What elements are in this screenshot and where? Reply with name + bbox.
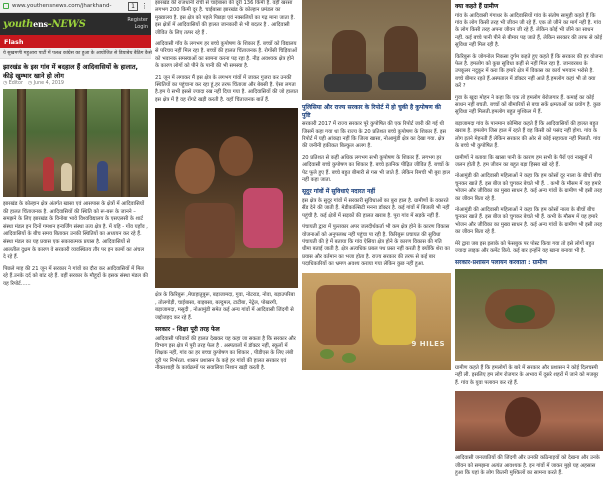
person-figure [97,161,108,191]
leaf-pile [320,349,334,359]
article-paragraph: झारखंड के कोल्हान क्षेत्र अंतर्गत खासा एवं आसपास के क्षेत्रों में आदिवासियों की हालत चिंताजनक है. आदिवासियों की स्थिति को रू-बरू के जानने – समझने के लिए झारखंड के विनोबा भावे विश्वविद्यालय के एसएलसी के शार्ट संस्था मंडल इन दिनों गमशन इन्वर्जिंग संस्था तत्य क्षेत्र है. में यहि - गोंव यहाँव , आदिवासियों के बीच समय बिताकर उनकी स्थितियों का अध्ययन कर रहे हैं. संस्था मंडल का यह प्रयास एक सकारात्मक प्रयास है. आदिवासियों से आलतील दुध्रम के कारण वे सरकारी व्यवस्थितय तौर पर इन कामों का अंचल दे रहे हैं. [3,201,148,261]
tree-trunk [121,89,130,197]
section-heading: सरकार-प्रशासन पलायन करवाता : ग्रामीण [455,259,547,267]
article-paragraph: क्षेत्र के किरिबुरू ,मेघाहातुबुरू, बड़ाजामदा, गुवा, नोटराड, नोवा, बड़ाउपरिबा , तोलगोड़ी, चाईबासा, बाइबसा, बल्दुमल, टाटीबा, नेट्रेल, पोखरगी, बड़ाजामदा, मसूदी , नोआमुंडी समेत कई अन्य गांवों में आदिवासी जिंदगी से जद्दोजहद कर रहे हैं. [155,292,295,321]
article-byline [0,81,151,89]
article-paragraph: आदिवासी परिवारों की हालत देखकर यह कहा जा सकता है कि सरकार और विभाग इस क्षेत्र में पूरी तरह फेल है . अस्पतालों में डॉक्टर नहीं, स्कूलों में शिक्षक नहीं, गांव का हर बच्चा कुपोषण का शिकार , पीडीएस के लिए लंबी दूरी पर निर्भरता. शासन प्रशासन के कहे हर गांवों की हालत सरकार एवं नौकरशाही के कार्यक्रमों पर सवालिया निशान खड़ी करती है. [155,335,296,372]
article-column-2 [155,0,298,439]
child-figure [185,203,235,258]
tree-trunk [75,89,87,197]
floor-area [155,258,298,288]
lime-stone-photo [302,273,451,370]
article-paragraph: आदिवासी गाँव के लगभग हर बच्चे कुपोषण के शिकार हैं. बच्चों को विद्यालय से परिचय नहीं मिल रहा है. बच्चों की हालत चिंताजनक है. रोगोंसी चिड़ियाओं को भवानक समस्याओं का सामना करना पड़ रहा है. नीड़ अवश्यक क्षेत्र होने के कारण लोगों को पीने के पानी की भी समस्या है. [155,41,298,70]
child-figure [243,188,283,248]
logo-main: youth [3,18,34,30]
article-title: झारखंड के इस गांव में बदहाल हैं आदिवासियों के हालात, कीड़े खुम्भार खाने हो लोग [3,63,138,80]
auth-links [127,17,148,31]
article-paragraph: पंचायती द्वारा में पुल्तकार अपर जलदीर्थकर्ता भी कम क्षेत्र होने के कारण विकास योजनाओं को अनुपलब्ध नहीं पहुंचा पा रही है. किरिबुरू प्रचायत की सुविधा पंचायती की हे में बताया कि गांव ऐसिया क्षेत्र होने के कारण विकास की गति धीमा बताई जाती है. क्षेत्र अत्यधिक प्रबल पथ प्रस्त नहीं करती है क्योंकि शेरा का प्रयास और वर्तमान का भजा होता है. राज्य सरकार की तरफ से कई बार पदाधिकारियों का भ्रमण अवश्य कराया गया लेकिन कुछ नहीं हुआ. [302,224,450,268]
site-header [0,13,151,35]
person-photo [455,391,603,451]
person-figure [372,289,416,345]
person-figure [43,157,54,191]
tree-trunk [17,89,26,197]
browser-url-bar[interactable] [0,0,151,13]
article-date: ◷ June 4, 2019 [28,81,64,86]
section-heading: सरकार - शिक्षा पूरी तरह फेल [155,325,220,333]
hands-photo [455,269,603,361]
forest-photo [3,89,148,197]
login-link[interactable]: Login [134,24,148,30]
article-paragraph: इस क्षेत्र के सुदूर गांवों में सरकारी सुविधाओं का बुरा हाल है. ग्रामीणों के वकारते सैंड देने की जाती हैं. मेडीकाल्सिटी मनना डॉक्टर है. कई गांवों में बिजली भी नहीं पहुंची है. कई क्षेत्रों में सड़कों की हालत खराब है. पूरा गांव में सड़के नहीं हैं. [302,198,450,219]
register-link[interactable]: Register [127,17,148,23]
article-paragraph: 21 जून में लगाकर मैं इस क्षेत्र के लगभग गांवों में जाकर गुजरा कर उनकी स्थितियों का पहुंचाना कर रहा हूं.हर तरफ चिंताजा और बेबसी है. ऐसा लगता है.हम ये सभी इससे ज्यादा रख नहीं दिया गया है. आदिवासियों की जो हालात इस क्षेत्र में है वह रोंगटे खड़ी करती है. यहाँ चिंताजनक बातें हैं. [155,74,298,103]
photo-watermark: 9 HILES [411,339,445,348]
leaf-pile [342,353,356,363]
seed-handful [505,305,535,323]
article-column-4 [455,0,603,476]
article-paragraph: पिछले माह की 21 जून में सरकार ने गांवों का दौरा कर आदिवासियों में मिल रहे हैं.उनके दर्द को बांट रहे हैं. वहीं सरकार के मौहूदों के इसक संस्था मंडल की यह रिपोर्ट...... [3,265,148,287]
children-photo [155,108,298,288]
logo-dash: ens [33,18,48,29]
article-paragraph: बड़ाजामदा गांव के पानमान कोम्बिरा कहते हैं कि आदिवासियों की हालत बहुत खराब है. हमलोग जिस हाल में रहते हैं वह किसी को पसंद नहीं होगा. गांव के लोग इतने मेहनती हैं लेकिन सरकार की ओर से कोई सहायता नहीं मिलती. गांव के बच्चे भी कुपोषित हैं. [455,120,601,150]
feet-photo [302,0,451,100]
article-paragraph: नोआमुंडी की आदिवासी महिलाओं ने कहा कि हम कोसों नाला के बीचों बीच चुनकर खाते हैं. इस बीज को चुगकर बेचते भी हैं. कभी के मौसम में यह हमारे भोजन और जीविका का मुख्य साधन है. कई अन्य गांवों के ग्रामीण भी इसी तरह का जीवन बिता रहे हैं. [455,206,602,236]
article-paragraph: आदिवासी जनजातियों की जिंदगी और उनकी कठिनाइयों को देखना और उनके जीवन को समझना अत्यंत आवश्यक है. इन गांवों में जाकर मुझे यह अहसास हुआ कि यहां के लोग कितनी मुश्किलों का सामना करते हैं. [455,455,600,476]
article-paragraph: 20 प्रतिशत से कहीं अधिक लगभग सभी कुपोषण के शिकार हैं. लगभग हर आदिवासी बच्चे कुपोषण का शिकार है. बच्चे इतनिक पीढ़ित जीवित हैं. बच्चों के पेट फूले हुए हैं. बच्चे बहुत बीमारी से गस भी जाते हैं. लेकिन रिमची भी बुरा हाल नहीं कहा जाता. [302,154,451,184]
article-paragraph: ग्रामीणों ने बताया कि खासा पानी के कारण हम सभी के पैरों एवं नाखूनों में जलन होती है. हम जीवन का बहुत बड़ा हिस्सा खो रहे हैं. [455,154,593,168]
mobile-browser-view [0,0,151,439]
person-figure [316,285,360,345]
article-paragraph: गांव के आदिवासी गंगाधर के आदिवासियों गांव के संतोष सामुही कहते हैं कि गांव के लोग किसी तरह भी जीवन जी रहे हैं. एक तो जीने का मार्ग नहीं है. गांव के लोग किसी तरह अपना जीवन जी रहे हैं. लेकिन कोई भी जीने का साधन नहीं. कई बच्चे पानी पीने से बीमार पड़ जाते हैं, लेकिन सरकार की तरफ से कोई सुविधा नहीं मिल रही है. [455,12,603,49]
site-logo[interactable] [3,19,86,30]
person-figure [61,163,72,191]
section-heading: क्या कहते हैं ग्रामीण [455,3,499,10]
tab-count-button[interactable]: 1 [128,2,138,11]
article-paragraph: झारखंड की राजधानी रांची से चाईबासा की दूरी 136 किमी है. वहीं खरसा लगभग 200 किमी दूर है. चाईबासा झारखंड के कोल्हान प्रमंडल का मुख्यालय है. इस क्षेत्र को पहले पिछड़ा एवं नक्सलियों का गढ़ माना जाता है. इस क्षेत्रों में आदिवासियों की हालत जानकारी से भी बदतर है . आदिवासी जीवित के लिए तत्पर रहे हैं . [155,0,295,36]
news-ticker[interactable]: ये सुखमणी महुआरा पार्टी में पलल्र कांग्रेस का हुआ के आयोजित से डियाबेथ बैठिंग कैसे [0,48,151,59]
article-paragraph: किरिबुरू के जोगनोल निकसा दुर्गम कहते हुए कहते हैं कि सरकार की हर योजना फेल है. हमलोग को कुछ सुविधा कहीं से नहीं मिल रहा है. जानवरबध के उपकूलर नदुकुर में करा कि हमारे क्षेत्र में विकास का कार्य भगवान भरोसे है. बच्चे बीमार रहते हैं.अस्पताल में डॉक्टर नहीं आते हैं.हमलोग कहां भी तो क्या करें ? [455,53,603,90]
sandal [324,74,372,92]
menu-dots-icon[interactable]: ⋮ [141,1,148,10]
article-paragraph: गुवा के खुदा मोहन ने कहा कि एक तो हमलोग बेरोजगार हैं. कमाई का कोई साधन नहीं बचती. बच्चों को बीमारियों से बचा सकें क्षमताओं का प्रयोग है. कुछ सुविधा नहीं मिलती.हमलोग बहुत मुश्किल में हैं. [455,94,601,116]
sandal [378,72,426,90]
section-heading: पुलिसिया और राज्य सरकार के रिपोर्ट में हो चुकी है कुपोषण की पुष्टि [302,104,441,119]
article-paragraph: मेरे द्वारा जब इस इलाके को फेसबुक पर पोस्ट किया गया तो इसे लोगों बहुत ज्यादा लाइक और कमेंट किये. कई बार इन्होंने यह खाना बनाया भी है. [455,240,595,254]
article-paragraph: नोआमुंडी की आदिवासी महिलाओं ने कहा कि हम कोसों दूर नाला के बीचों बीच चुनकर खाते हैं. इस बीज को चुगकर बेचते भी हैं. . कभी के मौसम में यह हमारे भोजन और जीविका का मुख्य साधन है. कई अन्य गांवों के ग्रामीण भी इसी तरह का जीवन बिता रहे हैं. [455,173,602,202]
child-figure [175,148,215,194]
article-paragraph: ग्रामीण कहते हैं कि हमलोगों के बारे में सरकार और प्रशासन ने कोई दिलचस्पी नहीं ली. इसलिए हम लोग रोजगार के अभाव में दूसरे शहरों में जाने को मजबूर हैं. गांव के युवा पलायन कर रहे हैं. [455,364,599,386]
lock-icon [3,3,9,9]
child-figure [219,136,253,176]
section-heading: सूदूर गांवों में सुविधाएं नदारत नहीं [302,188,376,196]
flash-label: Flash [0,35,151,48]
article-author[interactable]: ◷ Editor [3,81,23,86]
article-paragraph: सरकारी 2017 में राज्य सरकार पूरे कुपोषित की एक रिपोर्ट जारी की गई थी जिसमें कहा गया था कि राज्य के 20 प्रतिशत बच्चे कुपोषण के शिकार हैं. इस रिपोर्ट में यही आंकड़ा नहीं कि जिला खासा, नोआमुंडी क्षेत्र का देखा गया. क्षेत्र की जनीनी हकीकत बिल्कुल अलग है. [302,121,446,150]
url-text[interactable]: www.youthensnews.com/jharkhand- [12,3,112,9]
article-column-3 [302,0,451,439]
logo-end: -NEWS [47,18,86,30]
person-figure [505,397,541,437]
